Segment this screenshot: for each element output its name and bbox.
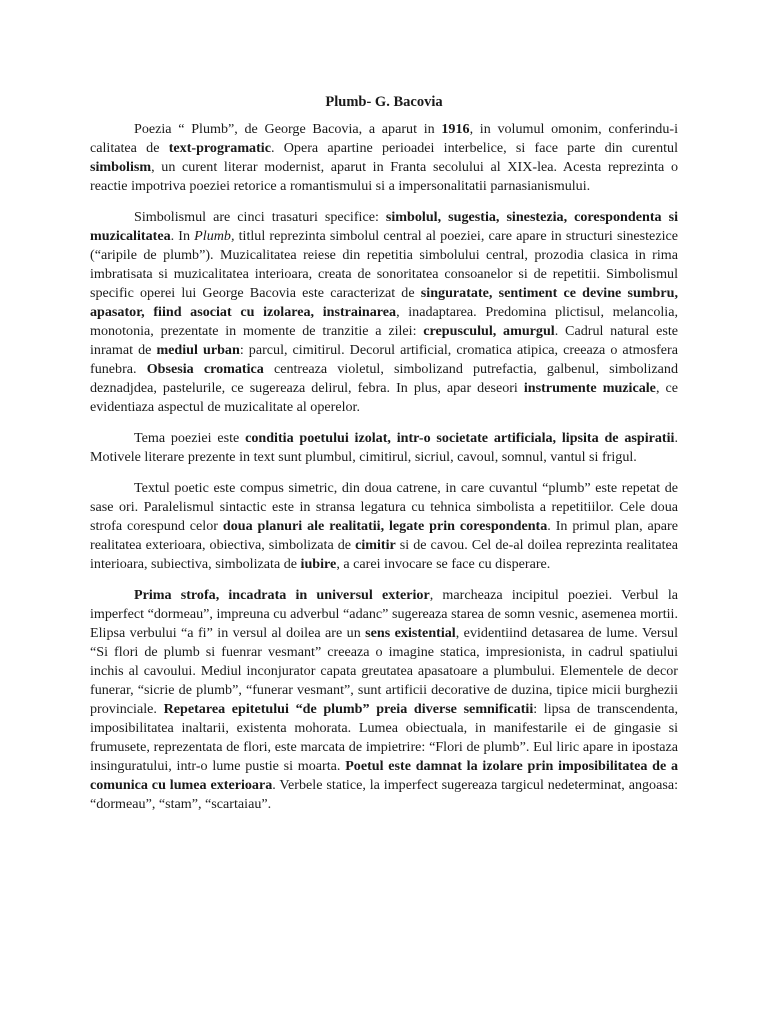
paragraph-text-segment: 1916: [441, 121, 470, 137]
paragraph-text-segment: Repetarea epitetului “de plumb” preia diverse semnificatii: [163, 701, 534, 717]
paragraph-text-segment: cimitir: [355, 537, 396, 553]
paragraph-text-segment: , un curent literar modernist, aparut in Franta secolului al XIX-lea. Acesta reprezinta o reactie impotriva poeziei retorice a romantismului si a impersonalitatii parnasianismului.: [90, 159, 678, 194]
paragraph-text-segment: doua planuri ale realitatii, legate prin corespondenta: [222, 518, 548, 534]
paragraph-2: [90, 208, 678, 417]
paragraph-text-segment: , in volumul omonim, conferindu-i calitatea de: [90, 121, 678, 156]
document-body: [90, 120, 678, 814]
paragraph-text-segment: Obsesia cromatica: [146, 361, 264, 377]
paragraph-text-segment: crepusculul, amurgul: [423, 323, 555, 339]
paragraph-text-segment: Tema poeziei este: [134, 430, 246, 446]
paragraph-text-segment: Plumb,: [194, 228, 235, 244]
paragraph-text-segment: , ce evidentiaza aspectul de muzicalitate al operelor.: [90, 380, 678, 415]
paragraph-text-segment: iubire: [300, 556, 337, 572]
paragraph-1: [90, 120, 678, 196]
paragraph-text-segment: . Verbele statice, la imperfect sugereaza targicul nedeterminat, angoasa: “dormeau”, “stam”, “scartaiau”.: [90, 777, 679, 812]
document-title: Plumb- G. Bacovia: [325, 94, 443, 110]
paragraph-text-segment: : parcul, cimitirul. Decorul artificial, cromatica atipica, creeaza o atmosfera funebra.: [90, 342, 678, 377]
paragraph-text-segment: instrumente muzicale: [523, 380, 656, 396]
paragraph-text-segment: . Cadrul natural este inramat de: [90, 323, 679, 358]
paragraph-text-segment: Poezia “ Plumb”, de George Bacovia, a aparut in: [134, 121, 442, 137]
paragraph-3: [90, 429, 678, 467]
paragraph-text-segment: sens existential: [365, 625, 456, 641]
paragraph-text-segment: Poetul este damnat la izolare prin imposibilitatea de a comunica cu lumea exterioara: [90, 758, 679, 793]
paragraph-text-segment: , inadaptarea. Predomina plictisul, melancolia, monotonia, prezentate in momente de tranzitie a zilei:: [90, 304, 678, 339]
paragraph-text-segment: si de cavou. Cel de-al doilea reprezinta realitatea interioara, subiectiva, simbolizata de: [90, 537, 678, 572]
paragraph-text-segment: titlul reprezinta simbolul central al poeziei, care apare in structuri sinestezice (“aripile de plumb”). Muzicalitatea reiese din repetitia simbolului central, prozodia clasica in rima imbratisata si muzicalitatea interioara, creata de sonoritatea consoanelor si de repetitii. Simbolismul specific operei lui George Bacovia este caracterizat de: [90, 228, 678, 301]
paragraph-text-segment: Simbolismul are cinci trasaturi specifice:: [134, 209, 386, 225]
paragraph-text-segment: . Opera apartine perioadei interbelice, si face parte din curentul: [270, 140, 678, 156]
paragraph-text-segment: . Motivele literare prezente in text sunt plumbul, cimitirul, sicriul, cavoul, somnul, vantul si frigul.: [90, 430, 678, 465]
paragraph-text-segment: Prima strofa, incadrata in universul exterior: [134, 587, 430, 603]
paragraph-text-segment: singuratate, sentiment ce devine sumbru, apasator, fiind asociat cu izolarea, instrainarea: [90, 285, 678, 320]
paragraph-text-segment: mediul urban: [156, 342, 240, 358]
paragraph-text-segment: . In: [170, 228, 195, 244]
paragraph-text-segment: , evidentiind detasarea de lume. Versul “Si flori de plumb si fuenrar vesmant” creeaza o imagine statica, impresionista, in cadrul spatiului inchis al cavoului. Mediul inconjurator capata greutatea apasatoare a plumbului. Elementele de decor funerar, “sicrie de plumb”, “funerar vesmant”, sunt artificii decorative de duzina, tipice micii burghezii provinciale.: [90, 625, 678, 717]
paragraph-text-segment: , a carei invocare se face cu disperare.: [336, 556, 551, 572]
paragraph-5: [90, 586, 678, 814]
paragraph-text-segment: , marcheaza incipitul poeziei. Verbul la imperfect “dormeau”, impreuna cu adverbul “adanc” sugereaza starea de somn vesnic, asemenea mortii. Elipsa verbului “a fi” in versul al doilea are un: [90, 587, 679, 641]
paragraph-text-segment: . In primul plan, apare realitatea exterioara, obiectiva, simbolizata de: [90, 518, 679, 553]
paragraph-text-segment: conditia poetului izolat, intr-o societate artificiala, lipsita de aspiratii: [245, 430, 675, 446]
paragraph-4: [90, 479, 678, 574]
paragraph-text-segment: centreaza violetul, simbolizand putrefactia, galbenul, simbolizand deznadjdea, pastelurile, ce sugereaza delirul, febra. In plus, apar deseori: [90, 361, 678, 396]
paragraph-text-segment: text-programatic: [168, 140, 271, 156]
paragraph-text-segment: : lipsa de transcendenta, imposibilitatea inaltarii, existenta mohorata. Lumea obiectuala, in manifestarile ei de gingasie si frumusete, reprezentata de flori, este marcata de impietrire: “Flori de plumb”. Eul liric apare in ipostaza insinguratului, intr-o lume pustie si moarta.: [90, 701, 678, 774]
paragraph-text-segment: simbolism: [90, 159, 152, 175]
paragraph-text-segment: simbolul, sugestia, sinestezia, corespondenta si muzicalitatea: [90, 209, 678, 244]
paragraph-text-segment: Textul poetic este compus simetric, din doua catrene, in care cuvantul “plumb” este repetat de sase ori. Paralelismul sintactic este in stransa legatura cu tehnica simbolista a repetitiilor. Cele doua strofa corespund celor: [90, 480, 678, 534]
